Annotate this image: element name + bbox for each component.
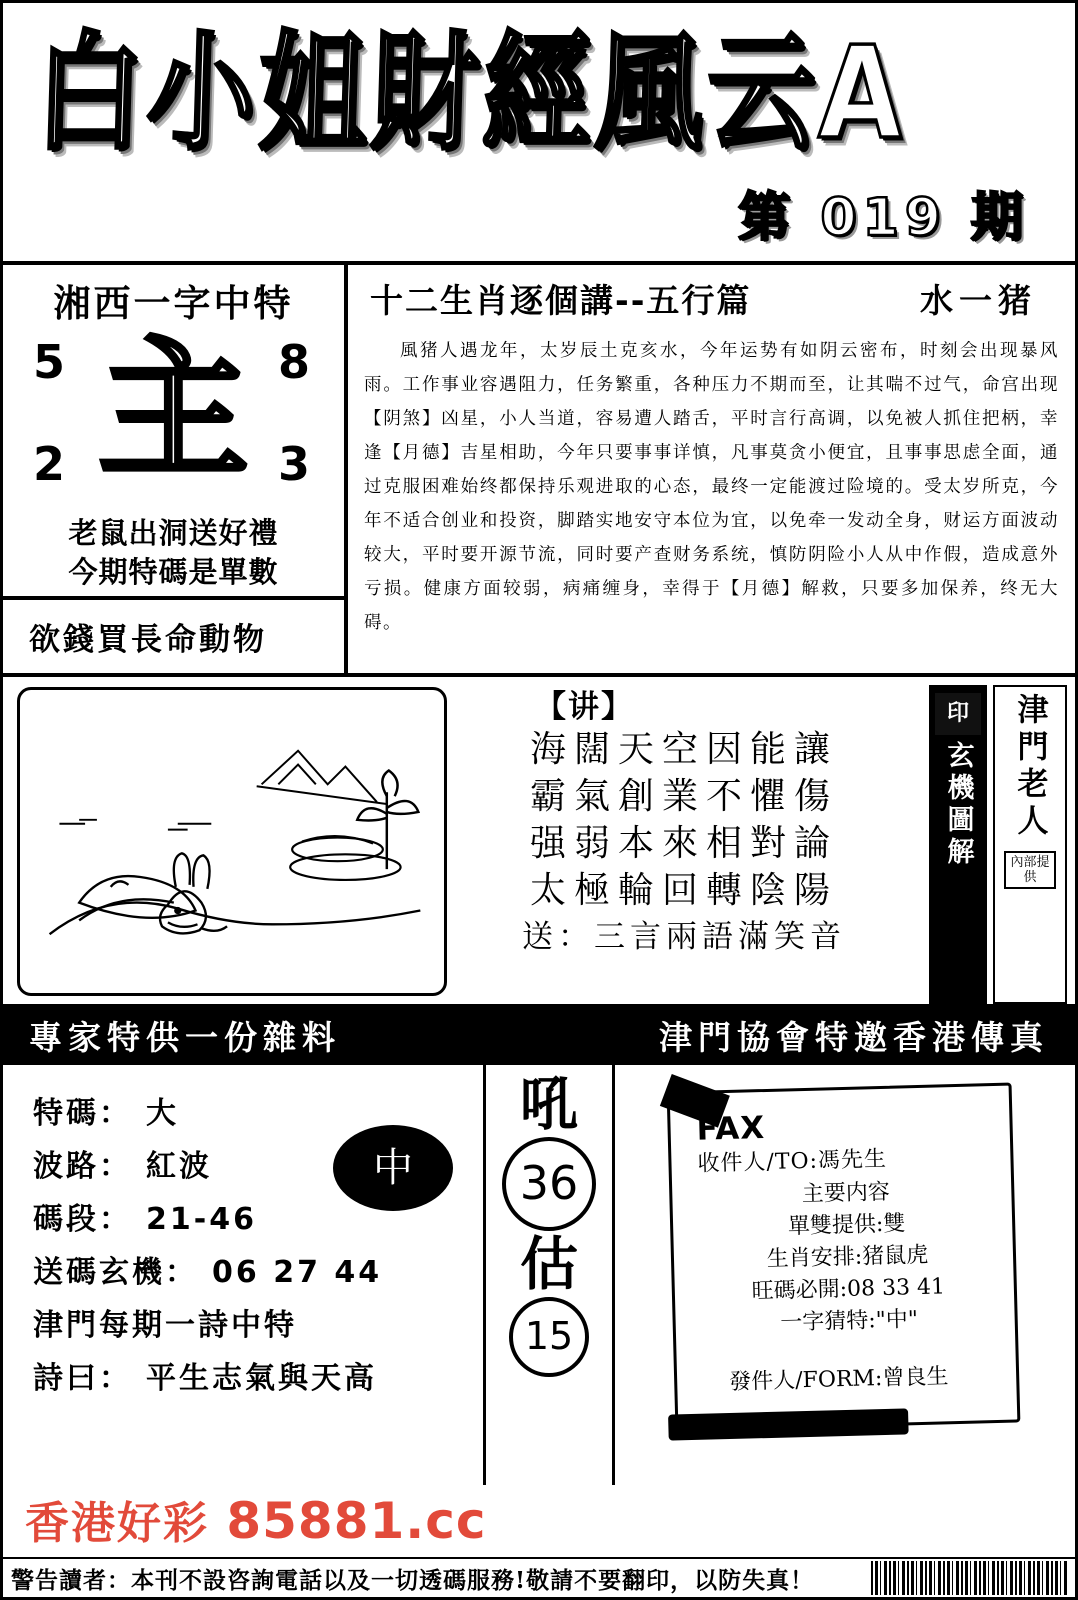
fax-content-line: 旺碼必開:08 33 41 bbox=[751, 1274, 946, 1305]
info-label: 特碼： bbox=[33, 1096, 132, 1131]
hou-guess-panel bbox=[483, 1065, 615, 1485]
fax-sender: 發件人/FORM:曾良生 bbox=[728, 1364, 949, 1396]
info-label: 波路： bbox=[33, 1149, 132, 1184]
poem-panel bbox=[447, 677, 915, 1004]
info-value: 06 27 44 bbox=[212, 1255, 383, 1290]
fax-area bbox=[615, 1065, 1075, 1485]
slogan-line-2: 今期特碼是單數 bbox=[68, 555, 279, 589]
article-header bbox=[364, 275, 1059, 322]
watermark-site: 85881.cc bbox=[226, 1492, 487, 1550]
page-header bbox=[3, 3, 1075, 265]
illustration-image bbox=[17, 687, 447, 996]
fax-content-line: 生肖安排:猪鼠虎 bbox=[766, 1242, 929, 1273]
jinmen-strip-label: 津門老人 bbox=[1011, 693, 1048, 841]
gu-number: 15 bbox=[509, 1297, 589, 1377]
fax-recipient: 收件人/TO:馮先生 bbox=[697, 1146, 888, 1177]
info-label: 碼段： bbox=[33, 1202, 132, 1237]
fax-content-line: 一字猜特:"中" bbox=[780, 1307, 919, 1336]
xiangxi-title: 湘西一字中特 bbox=[53, 282, 294, 325]
banner-left-text: 專家特供一份雜料 bbox=[29, 1018, 341, 1057]
hou-char: 吼 bbox=[519, 1070, 578, 1138]
number-grid bbox=[11, 324, 336, 514]
poem-send-line: 送：三言兩語滿笑音 bbox=[522, 919, 846, 955]
masthead-title: 白小姐財經風云A bbox=[32, 20, 909, 168]
footer-notice: 警告讀者：本刊不設咨詢電話以及一切透碼服務!敬請不要翻印，以防失真！ bbox=[11, 1566, 815, 1594]
poem-head: 【讲】 bbox=[535, 689, 634, 725]
number-bottom-left: 2 bbox=[33, 437, 66, 491]
bottom-section bbox=[3, 1065, 1075, 1485]
info-label: 送碼玄機： bbox=[33, 1255, 198, 1290]
banner-right-text: 津門協會特邀香港傳真 bbox=[659, 1018, 1049, 1057]
info-value: 平生志氣與天高 bbox=[146, 1361, 377, 1396]
info-value: 21-46 bbox=[146, 1202, 257, 1237]
poem-line-3: 强弱本來相對論 bbox=[529, 823, 838, 864]
illustration-section bbox=[3, 677, 1075, 1007]
xuanji-strip bbox=[929, 685, 987, 1004]
info-label: 津門每期一詩中特 bbox=[33, 1308, 297, 1343]
poem-line-1: 海闊天空因能讓 bbox=[529, 729, 838, 770]
xiangxi-panel bbox=[3, 265, 344, 600]
seal-icon: 印 bbox=[933, 691, 983, 737]
poem-line-4: 太極輪回轉陰陽 bbox=[529, 870, 838, 911]
article-title: 十二生肖逐個講--五行篇 bbox=[370, 281, 752, 320]
number-bottom-right: 3 bbox=[277, 437, 310, 491]
article-panel bbox=[348, 265, 1075, 673]
page-footer bbox=[3, 1557, 1075, 1597]
article-body: 風猪人遇龙年，太岁辰土克亥水，今年运势有如阴云密布，时刻会出现暴风雨。工作事业容遇阻力，任务繁重，各种压力不期而至，让其喘不过气，命宫出现【阴煞】凶星，小人当道，容易遭人踏舌，平时言行高调，以免被人抓住把柄，幸逢【月德】吉星相助，今年只要事事详慎，凡事莫贪小便宜，且事事思虑全面，通过克服困难始终都保持乐观进取的心态，最终一定能渡过险境的。受太岁所克，今年不适合创业和投资，脚踏实地安守本位为宜，以免牵一发动全身，财运方面波动较大，平时要开源节流，同时要产查财务系统，慎防阴险小人从中作假，造成意外亏损。健康方面较弱，病痛缠身，幸得于【月德】解救，只要多加保养，终无大碍。 bbox=[364, 341, 1059, 633]
info-value: 紅波 bbox=[146, 1149, 212, 1184]
side-label-column bbox=[915, 677, 1075, 1004]
info-row bbox=[33, 1299, 483, 1352]
info-value: 大 bbox=[146, 1096, 179, 1131]
fax-scroll bbox=[667, 1083, 1021, 1432]
rabbit-desert-drawing bbox=[20, 690, 444, 993]
issue-number: 第 019 期 bbox=[738, 188, 1029, 248]
internal-note: 內部提供 bbox=[1004, 851, 1056, 889]
info-row bbox=[33, 1246, 483, 1299]
fax-subject: 主要内容 bbox=[801, 1179, 891, 1208]
info-row bbox=[33, 1352, 483, 1405]
fax-content-line: 單雙提供:雙 bbox=[787, 1211, 906, 1240]
bottom-note: 欲錢買長命動物 bbox=[29, 622, 267, 658]
black-banner bbox=[3, 1007, 1075, 1065]
watermark-brand: 香港好彩 bbox=[25, 1498, 209, 1549]
big-character: 主 bbox=[98, 324, 249, 498]
article-tag: 水一猪 bbox=[920, 281, 1037, 320]
barcode-image bbox=[871, 1561, 1067, 1595]
left-column bbox=[3, 265, 348, 673]
slogan-line-1: 老鼠出洞送好禮 bbox=[68, 516, 279, 550]
number-top-right: 8 bbox=[277, 335, 310, 389]
fax-title: FAX bbox=[696, 1110, 766, 1148]
number-top-left: 5 bbox=[33, 335, 66, 389]
info-label: 詩曰： bbox=[33, 1361, 132, 1396]
site-watermark bbox=[25, 1487, 487, 1551]
hou-number: 36 bbox=[502, 1137, 596, 1231]
top-section bbox=[3, 265, 1075, 677]
poem-line-2: 霸氣創業不懼傷 bbox=[529, 776, 838, 817]
gu-char: 估 bbox=[519, 1230, 578, 1298]
jinmen-strip bbox=[993, 685, 1067, 1004]
zhong-emblem-icon: 中 bbox=[333, 1125, 453, 1211]
xuanji-strip-label: 玄機圖解 bbox=[942, 741, 974, 869]
